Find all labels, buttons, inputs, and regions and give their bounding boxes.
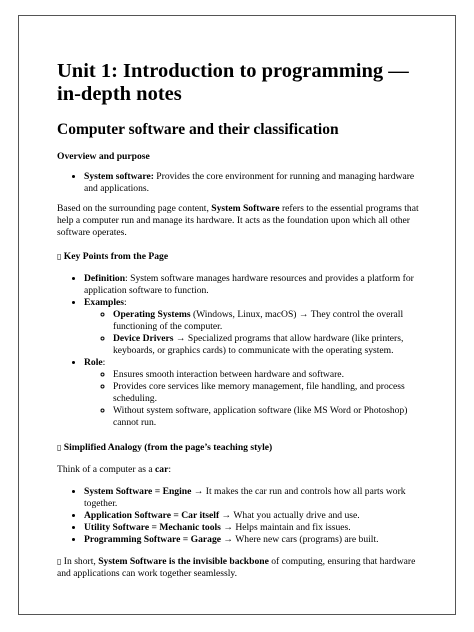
list-item: • System Software = Engine → It makes the car run and controls how all parts work together.	[84, 486, 429, 510]
sublist-item: ◦ Device Drivers → Specialized programs that allow hardware (like printers, keyboards, or graphics cards) to communicate with the operating system.	[113, 333, 429, 357]
list-item: • Utility Software = Mechanic tools → Helps maintain and fix issues.	[84, 522, 429, 534]
document-page	[18, 15, 456, 615]
overview-heading: Overview and purpose	[57, 151, 150, 162]
analogy-list	[57, 486, 429, 546]
key-points-list	[57, 273, 429, 429]
document-content	[57, 60, 429, 580]
key-points-icon: ▯	[57, 252, 62, 261]
list-item: • System software: Provides the core environment for running and managing hardware and applications.	[84, 171, 429, 195]
sublist-item: ◦ Without system software, application software (like MS Word or Photoshop) cannot run.	[113, 405, 429, 429]
section-title: Computer software and their classification	[57, 121, 339, 138]
analogy-heading: ▯ Simplified Analogy (from the page’s teaching style)	[57, 442, 273, 453]
role-sublist	[84, 369, 429, 429]
sublist-item: ◦ Ensures smooth interaction between hardware and software.	[113, 369, 429, 381]
analogy-icon: ▯	[57, 443, 62, 452]
intro-paragraph: Based on the surrounding page content, System Software refers to the essential programs that help a computer run and manage its hardware. It acts as the foundation upon which all other software operates.	[57, 203, 419, 238]
sublist-item: ◦ Operating Systems (Windows, Linux, macOS) → They control the overall functioning of the computer.	[113, 309, 429, 333]
summary-icon: ▯	[57, 557, 62, 566]
analogy-intro: Think of a computer as a car:	[57, 464, 172, 475]
list-item: • Application Software = Car itself → What you actually drive and use.	[84, 510, 429, 522]
overview-list	[57, 171, 429, 195]
examples-sublist	[84, 309, 429, 357]
summary-paragraph: ▯ In short, System Software is the invisible backbone of computing, ensuring that hardware and applications can work together seamlessly.	[57, 556, 416, 579]
list-item-examples: • Examples: ◦ Operating Systems (Windows, Linux, macOS) → They control the overall functioning of the computer. ◦ Device Drivers → Specialized programs that allow hardware (like printers, keyboards, or graphics cards) to communicate with the operating system.	[84, 297, 429, 357]
list-item-definition: • Definition: System software manages hardware resources and provides a platform for application software to function.	[84, 273, 429, 297]
sublist-item: ◦ Provides core services like memory management, file handling, and process scheduling.	[113, 381, 429, 405]
list-item: • Programming Software = Garage → Where new cars (programs) are built.	[84, 534, 429, 546]
key-points-heading: ▯ Key Points from the Page	[57, 251, 169, 262]
list-item-role: • Role: ◦ Ensures smooth interaction between hardware and software. ◦ Provides core services like memory management, file handling, and process scheduling. ◦ Without system software, application software (like MS Word or Photoshop) cannot run.	[84, 357, 429, 429]
document-title: Unit 1: Introduction to programming — in-depth notes	[57, 60, 409, 105]
